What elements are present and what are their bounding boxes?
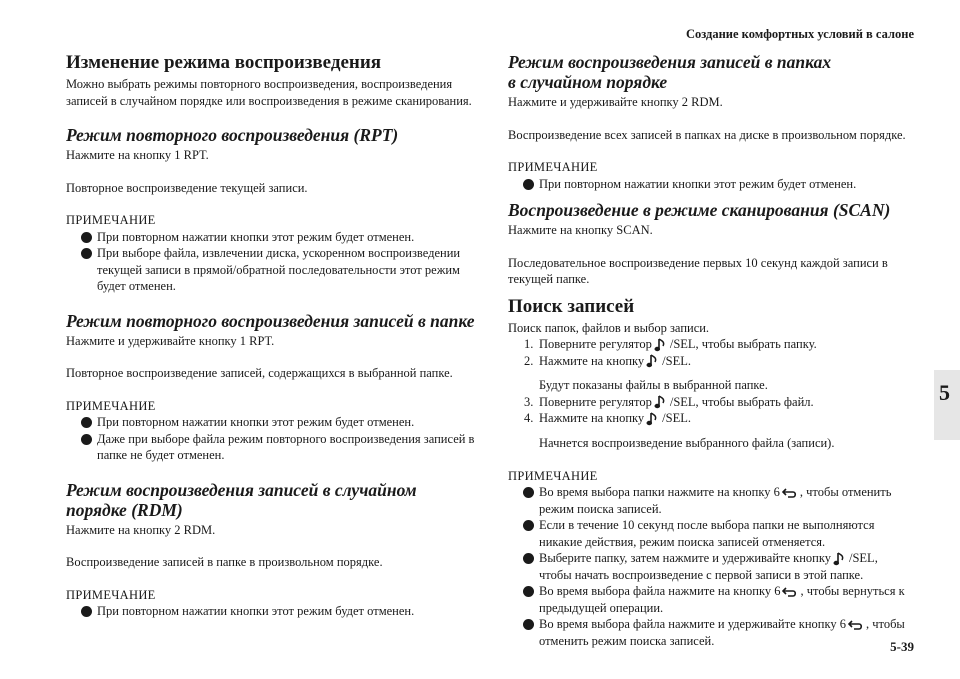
return-arrow-icon bbox=[848, 619, 864, 631]
section-title: Поиск записей bbox=[508, 295, 635, 317]
music-note-icon bbox=[646, 412, 660, 427]
note-bullet: Во время выбора файла нажмите и удерживайте кнопку 6 , чтобы отменить режим поиска записей. bbox=[508, 616, 908, 649]
section-intro: Поиск папок, файлов и выбор записи. bbox=[508, 320, 710, 335]
section-title: Режим повторного воспроизведения записей в папке bbox=[66, 310, 475, 331]
music-note-icon bbox=[654, 338, 668, 353]
chapter-tab bbox=[934, 370, 960, 440]
instruction: Нажмите на кнопку 1 RPT. bbox=[66, 148, 209, 162]
note-label: ПРИМЕЧАНИЕ bbox=[508, 160, 598, 174]
step-item: 2. Нажмите на кнопку /SEL. bbox=[524, 353, 691, 368]
instruction: Нажмите на кнопку 2 RDM. bbox=[66, 522, 216, 537]
section-title: Режим воспроизведения записей в случайном порядке (RDM) bbox=[66, 479, 417, 520]
instruction: Нажмите и удерживайте кнопку 2 RDM. bbox=[508, 95, 723, 109]
description: Повторное воспроизведение записей, содержащихся в выбранной папке. bbox=[66, 366, 453, 380]
step-note: Будут показаны файлы в выбранной папке. bbox=[539, 378, 768, 393]
page-number: 5-39 bbox=[890, 639, 914, 654]
description: Последовательное воспроизведение первых 10 секунд каждой записи в текущей папке. bbox=[508, 255, 888, 286]
section-text: Можно выбрать режимы повторного воспроизведения, воспроизведения записей в случайном порядке или воспроизведения в режиме сканирования. bbox=[66, 77, 472, 108]
music-note-icon bbox=[833, 552, 847, 567]
note-label: ПРИМЕЧАНИЕ bbox=[66, 587, 156, 602]
section-title: Режим повторного воспроизведения (RPT) bbox=[66, 125, 399, 145]
step-item: 3. Поверните регулятор /SEL, чтобы выбрать файл. bbox=[524, 394, 814, 409]
instruction: Нажмите на кнопку SCAN. bbox=[508, 223, 653, 237]
music-note-icon bbox=[654, 395, 668, 410]
note-bullet: Во время выбора папки нажмите на кнопку 6 , чтобы отменить режим поиска записей. bbox=[508, 484, 908, 517]
section-title: Изменение режима воспроизведения bbox=[66, 52, 382, 73]
section-title: Воспроизведение в режиме сканирования (SCAN) bbox=[508, 200, 891, 220]
running-header: Создание комфортных условий в салоне bbox=[685, 27, 914, 41]
note-bullet: При повторном нажатии кнопки этот режим будет отменен. bbox=[66, 414, 476, 431]
step-item: 1. Поверните регулятор /SEL, чтобы выбрать папку. bbox=[524, 337, 817, 351]
description: Воспроизведение записей в папке в произвольном порядке. bbox=[66, 555, 383, 569]
description: Повторное воспроизведение текущей записи. bbox=[66, 180, 308, 195]
return-arrow-icon bbox=[782, 586, 798, 598]
note-bullet: Выберите папку, затем нажмите и удерживайте кнопку /SEL, чтобы начать воспроизведение с первой записи в этой папке. bbox=[508, 550, 908, 583]
note-bullet: При выборе файла, извлечении диска, ускоренном воспроизведении текущей записи в прямой/обратной последовательности этот режим будет отменен. bbox=[66, 245, 476, 295]
note-bullet: При повторном нажатии кнопки этот режим будет отменен. bbox=[508, 176, 908, 193]
note-label: ПРИМЕЧАНИЕ bbox=[66, 213, 156, 227]
step-item: 4. Нажмите на кнопку /SEL. bbox=[524, 411, 691, 426]
note-bullet: Если в течение 10 секунд после выбора папки не выполняются никакие действия, режим поиска записей отменяется. bbox=[508, 517, 908, 550]
note-bullet: При повторном нажатии кнопки этот режим будет отменен. bbox=[66, 603, 476, 620]
return-arrow-icon bbox=[782, 487, 798, 499]
note-label: ПРИМЕЧАНИЕ bbox=[508, 468, 598, 483]
note-bullet: Во время выбора файла нажмите на кнопку 6 , чтобы вернуться к предыдущей операции. bbox=[508, 583, 908, 616]
right-column bbox=[508, 52, 908, 649]
left-column bbox=[66, 52, 476, 620]
description: Воспроизведение всех записей в папках на диске в произвольном порядке. bbox=[508, 127, 906, 142]
step-note: Начнется воспроизведение выбранного файла (записи). bbox=[539, 436, 835, 450]
instruction: Нажмите и удерживайте кнопку 1 RPT. bbox=[66, 333, 275, 348]
note-bullet: Даже при выборе файла режим повторного воспроизведения записей в папке не будет отменен. bbox=[66, 431, 476, 464]
note-label: ПРИМЕЧАНИЕ bbox=[66, 398, 156, 413]
music-note-icon bbox=[646, 354, 660, 369]
section-title: Режим воспроизведения записей в папках в случайном порядке bbox=[508, 52, 832, 92]
note-bullet: При повторном нажатии кнопки этот режим будет отменен. bbox=[66, 229, 476, 246]
chapter-number: 5 bbox=[939, 380, 950, 405]
